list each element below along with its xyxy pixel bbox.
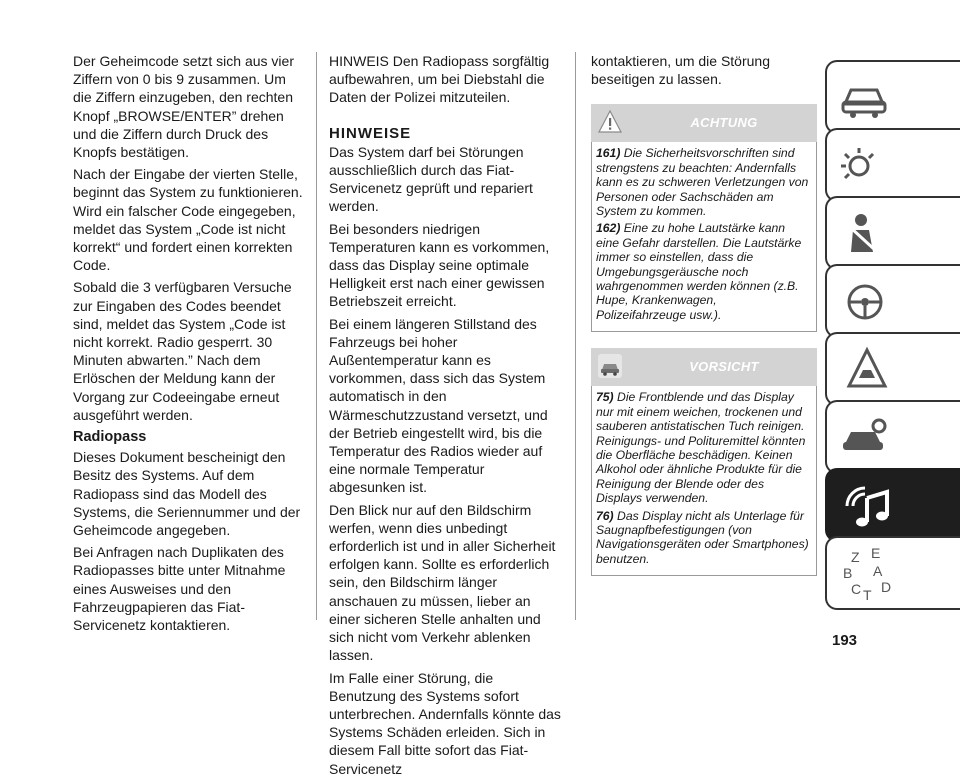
index-letter: D xyxy=(881,579,892,595)
caution-item: 75) Die Frontblende und das Display nur mit einem weichen, trockenen und sauberen antistatischen Tuch reinigen. Reinigungs- und Polituremittel könnten die Oberfläche beschädigen. Keinen Alkohol oder ähnliche Produkte für die Reinigung der Blende oder des Displays verwenden. xyxy=(596,390,806,506)
index-letters-icon xyxy=(837,544,907,604)
maintenance-car-icon xyxy=(837,408,891,468)
car-caution-icon xyxy=(597,352,623,380)
emergency-triangle-icon xyxy=(837,340,891,400)
text-column-1 xyxy=(73,52,305,638)
note-paragraph: HINWEIS Den Radiopass sorgfältig aufbewahren, um bei Diebstahl die Daten der Polizei mitzuteilen. xyxy=(329,53,550,106)
section-heading-hinweise: HINWEISE xyxy=(329,124,412,142)
column-divider xyxy=(575,52,576,620)
achtung-box xyxy=(591,104,817,332)
steering-wheel-icon xyxy=(837,272,891,332)
index-letter: Z xyxy=(851,549,860,565)
warning-lights-icon xyxy=(837,136,891,196)
index-letter: E xyxy=(871,545,881,561)
chapter-tab-dashboard[interactable] xyxy=(825,60,960,134)
chapter-tabs xyxy=(825,60,960,620)
chapter-tab-maintenance[interactable] xyxy=(825,400,960,474)
achtung-body xyxy=(591,142,817,332)
vorsicht-header xyxy=(591,348,817,386)
paragraph: Bei einem längeren Stillstand des Fahrzeugs bei hoher Außentemperatur kann es vorkommen, dass sich das System automatisch in den Wärmeschutzzustand versetzt, und der Betrieb eingestellt wird, bis die Temperatur des Radios wieder auf eine normale Temperatur abgesunken ist. xyxy=(329,315,548,496)
index-letter: C xyxy=(851,581,862,597)
text-column-3 xyxy=(591,52,817,576)
index-letter: B xyxy=(843,565,853,581)
paragraph: Bei besonders niedrigen Temperaturen kann es vorkommen, dass das Display seine optimale Helligkeit erst nach einer gewissen Betriebszeit erreicht. xyxy=(329,220,550,310)
chapter-tab-multimedia[interactable] xyxy=(825,468,960,542)
chapter-tab-starting[interactable] xyxy=(825,264,960,338)
vorsicht-title: VORSICHT xyxy=(689,359,759,375)
index-letter: T xyxy=(863,587,872,603)
chapter-tab-emergency[interactable] xyxy=(825,332,960,406)
paragraph: Sobald die 3 verfügbaren Versuche zur Eingaben des Codes beendet sind, meldet das System „Code ist nicht korrekt. Radio gesperrt. 30 Minuten abwarten.” Nach dem Erlöschen der Meldung kann der Vorgang zur Codeeingabe erneut ausgeführt werden. xyxy=(73,279,292,423)
index-letter: A xyxy=(873,563,883,579)
achtung-title: ACHTUNG xyxy=(690,115,758,131)
paragraph: Das System darf bei Störungen ausschließlich durch das Fiat-Servicenetz geprüft und repariert werden. xyxy=(329,143,533,215)
paragraph: Den Blick nur auf den Bildschirm werfen, wenn dies unbedingt erforderlich ist und in aller Sicherheit erfolgen kann. Sollte es erforderlich sein, den Bildschirm länger anschauen zu müssen, lieber an einer sicheren Stelle anhalten und sich nicht vom Verkehr ablenken lassen. xyxy=(329,501,556,664)
safety-seatbelt-icon xyxy=(837,204,891,264)
warning-triangle-icon xyxy=(597,108,623,136)
paragraph: Dieses Dokument bescheinigt den Besitz des Systems. Auf dem Radiopass sind das Modell des Systems, die Seriennummer und der Geheimcode angegeben. xyxy=(73,449,301,539)
multimedia-radio-icon xyxy=(837,476,897,536)
paragraph: Der Geheimcode setzt sich aus vier Ziffern von 0 bis 9 zusammen. Um die Ziffern einzugeben, den rechten Knopf „BROWSE/ENTER” drehen und die Ziffern durch Druck des Knopfs bestätigen. xyxy=(73,53,294,161)
car-dashboard-icon xyxy=(837,68,891,128)
warning-item: 161) Die Sicherheitsvorschriften sind strengstens zu beachten: Andernfalls kann es zu schweren Verletzungen von Personen oder Sachschäden am System zu kommen. xyxy=(596,146,809,219)
vorsicht-box xyxy=(591,348,817,576)
vorsicht-body xyxy=(591,386,817,576)
paragraph: Bei Anfragen nach Duplikaten des Radiopasses bitte unter Mitnahme eines Ausweises und den Fahrzeugpapieren das Fiat-Servicenetz kontaktieren. xyxy=(73,544,286,634)
text-column-2 xyxy=(329,52,563,782)
achtung-header xyxy=(591,104,817,142)
column-divider xyxy=(316,52,317,620)
paragraph: Im Falle einer Störung, die Benutzung des Systems sofort unterbrechen. Andernfalls könnte das Systems Schäden erleiden. Sich in diesem Fall bitte sofort das Fiat-Servicenetz xyxy=(329,669,561,777)
page-number: 193 xyxy=(832,632,858,649)
section-heading-radiopass: Radiopass xyxy=(73,429,147,446)
paragraph: Nach der Eingabe der vierten Stelle, beginnt das System zu funktionieren. Wird ein falscher Code eingegeben, meldet das System „Code ist nicht korrekt“ und fordert einen korrekten Code. xyxy=(73,166,303,274)
chapter-tab-index[interactable] xyxy=(825,536,960,610)
chapter-tab-warning-lights[interactable] xyxy=(825,128,960,202)
warning-item: 162) Eine zu hohe Lautstärke kann eine Gefahr darstellen. Die Lautstärke immer so einstellen, dass die Umgebungsgeräusche noch wahrgenommen werden können (z.B. Hupe, Krankenwagen, Polizeifahrzeuge usw.). xyxy=(596,221,802,322)
caution-item: 76) Das Display nicht als Unterlage für Saugnapfbefestigungen (von Navigationsgeräten oder Smartphones) benutzen. xyxy=(596,508,809,566)
paragraph: kontaktieren, um die Störung beseitigen zu lassen. xyxy=(591,53,770,88)
chapter-tab-safety[interactable] xyxy=(825,196,960,270)
